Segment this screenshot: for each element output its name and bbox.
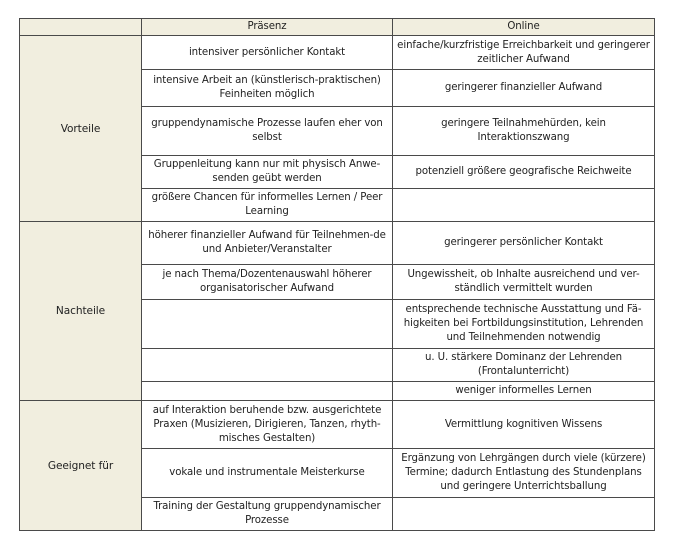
header-praesenz: Präsenz: [142, 19, 393, 36]
cell-online: geringerer finanzieller Aufwand: [393, 70, 655, 107]
cell-praesenz: Gruppenleitung kann nur mit physisch Anwe-senden geübt werden: [142, 156, 393, 189]
cell-online: einfache/kurzfristige Erreichbarkeit und geringerer zeitlicher Aufwand: [393, 36, 655, 70]
comparison-table: [19, 18, 655, 531]
cell-praesenz: gruppendynamische Prozesse laufen eher von selbst: [142, 107, 393, 156]
cell-praesenz: je nach Thema/Dozentenauswahl höherer organisatorischer Aufwand: [142, 265, 393, 300]
cell-praesenz: [142, 382, 393, 401]
cell-online: weniger informelles Lernen: [393, 382, 655, 401]
cell-praesenz: vokale und instrumentale Meisterkurse: [142, 449, 393, 498]
cell-praesenz: intensiver persönlicher Kontakt: [142, 36, 393, 70]
cell-praesenz: höherer finanzieller Aufwand für Teilnehmen-de und Anbieter/Veranstalter: [142, 222, 393, 265]
cell-online: [393, 189, 655, 222]
header-online: Online: [393, 19, 655, 36]
cell-praesenz: größere Chancen für informelles Lernen / Peer Learning: [142, 189, 393, 222]
cell-praesenz: [142, 300, 393, 349]
group-nachteile: Nachteile: [20, 222, 142, 401]
cell-online: Ungewissheit, ob Inhalte ausreichend und ver-ständlich vermittelt wurden: [393, 265, 655, 300]
cell-online: Vermittlung kognitiven Wissens: [393, 401, 655, 449]
table-row: [20, 36, 655, 70]
cell-online: [393, 498, 655, 531]
header-row: [20, 19, 655, 36]
header-corner: [20, 19, 142, 36]
cell-online: geringerer persönlicher Kontakt: [393, 222, 655, 265]
cell-praesenz: auf Interaktion beruhende bzw. ausgerichtete Praxen (Musizieren, Dirigieren, Tanzen, rhyth-misches Gestalten): [142, 401, 393, 449]
table-row: [20, 222, 655, 265]
group-geeignet: Geeignet für: [20, 401, 142, 531]
cell-online: Ergänzung von Lehrgängen durch viele (kürzere) Termine; dadurch Entlastung des Stundenplans und geringere Unterrichtsballung: [393, 449, 655, 498]
cell-praesenz: [142, 349, 393, 382]
table-row: [20, 401, 655, 449]
cell-praesenz: intensive Arbeit an (künstlerisch-praktischen) Feinheiten möglich: [142, 70, 393, 107]
cell-online: geringere Teilnahmehürden, kein Interaktionszwang: [393, 107, 655, 156]
cell-online: entsprechende technische Ausstattung und Fä-higkeiten bei Fortbildungsinstitution, Lehrenden und Teilnehmenden notwendig: [393, 300, 655, 349]
cell-online: u. U. stärkere Dominanz der Lehrenden (Frontalunterricht): [393, 349, 655, 382]
group-vorteile: Vorteile: [20, 36, 142, 222]
cell-praesenz: Training der Gestaltung gruppendynamischer Prozesse: [142, 498, 393, 531]
cell-online: potenziell größere geografische Reichweite: [393, 156, 655, 189]
